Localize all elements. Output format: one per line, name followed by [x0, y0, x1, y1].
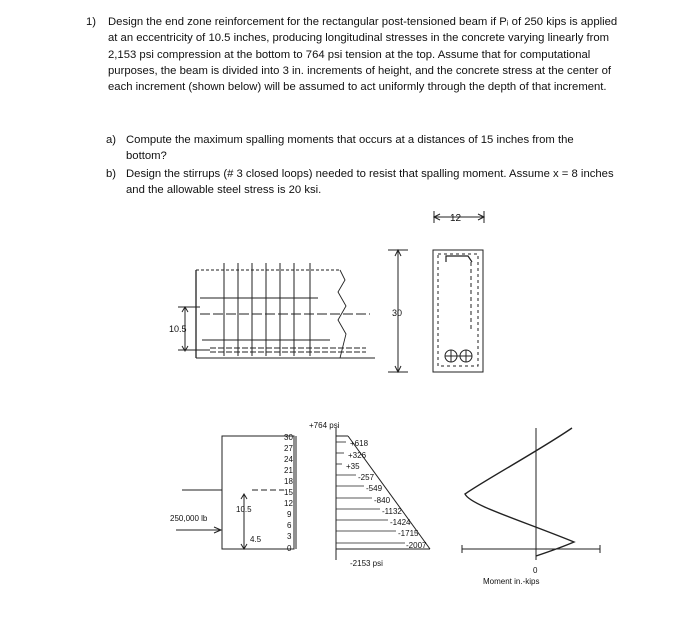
stress-value: +326: [348, 451, 367, 460]
moment-zero-label: 0: [533, 566, 538, 575]
bottom-stress-label: -2153 psi: [350, 559, 383, 568]
part-a-text: Compute the maximum spalling moments that occurs at a distances of 15 inches from the bottom?: [126, 134, 574, 163]
height-label: 30: [392, 308, 403, 318]
height-tick: 9: [287, 510, 292, 519]
beam-cross-section: [433, 211, 484, 372]
stress-diagram: [176, 428, 430, 560]
height-tick: 24: [284, 455, 293, 464]
part-a-label: a): [106, 134, 117, 146]
problem-number: 1): [86, 16, 97, 28]
part-b-label: b): [106, 168, 117, 180]
problem-text: Design the end zone reinforcement for the rectangular post-tensioned beam if Pᵢ of 250 kips is applied at an eccentricity of 10.5 inches, producing longitudinal stresses in the concrete varying linearly from 2,153 psi compression at the bottom to 764 psi tension at the top. Assume that for computational purposes, the beam is divided into 3 in. increments of height, and the concrete stress at the center of each increment (shown below) will be assumed to act uniformly through the depth of that increment.: [108, 16, 618, 94]
moment-axis-label: Moment in.-kips: [483, 577, 540, 586]
height-tick: 6: [287, 521, 292, 530]
moment-diagram: [462, 428, 600, 560]
eccentricity-label: 10.5: [169, 324, 187, 334]
stress-value: -1424: [390, 518, 411, 527]
small-dim-label: 4.5: [250, 535, 262, 544]
beam-elevation: [178, 250, 408, 372]
stress-value: -257: [358, 473, 375, 482]
stress-value: -2007: [406, 541, 427, 550]
height-tick: 21: [284, 466, 293, 475]
stress-value: -549: [366, 484, 383, 493]
stress-value: -840: [374, 496, 391, 505]
height-tick: 15: [284, 488, 293, 497]
stress-value: -1132: [382, 507, 402, 516]
height-tick: 12: [284, 499, 293, 508]
height-tick: 3: [287, 532, 292, 541]
stress-value: +35: [346, 462, 360, 471]
height-tick: 0: [287, 544, 292, 553]
width-label: 12: [450, 213, 462, 224]
stress-value: +618: [350, 439, 369, 448]
height-tick: 18: [284, 477, 293, 486]
ecc-label-lower: 10.5: [236, 505, 252, 514]
height-tick: 30: [284, 433, 293, 442]
stress-value: -1715: [398, 529, 419, 538]
part-b-text: Design the stirrups (# 3 closed loops) needed to resist that spalling moment. Assume x = 8 inches and the allowable steel stress is 20 ksi.: [126, 168, 614, 197]
force-label: 250,000 lb: [170, 514, 208, 523]
height-tick: 27: [284, 444, 293, 453]
top-stress-label: +764 psi: [309, 421, 340, 430]
